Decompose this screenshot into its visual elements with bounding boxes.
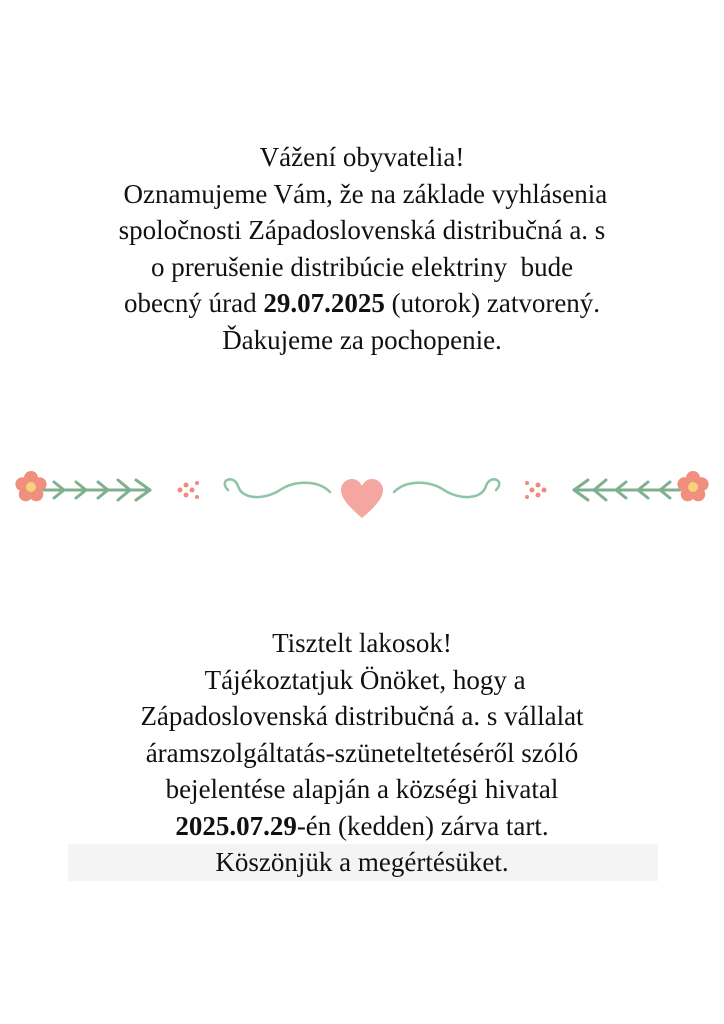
heart-icon (341, 479, 383, 518)
swirl-icon (225, 479, 330, 497)
notice-hu-line-4: bejelentése alapján a községi hivatal (165, 774, 559, 804)
thanks-sk: Ďakujeme za pochopenie. (222, 324, 502, 355)
closure-date-sk: 29.07.2025 (263, 288, 385, 318)
notice-hungarian (0, 625, 724, 881)
arrow-leaf-icon (574, 480, 680, 500)
greeting-hu: Tisztelt lakosok! (272, 628, 452, 658)
greeting-sk: Vážení obyvatelia! (259, 142, 465, 172)
notice-sk-line-2: spoločnosti Západoslovenská distribučná a. s (118, 215, 606, 245)
notice-hu-line-1: Tájékoztatjuk Önöket, hogy a (198, 664, 526, 695)
dots-icon (178, 481, 200, 499)
notice-sk-line-4 (0, 285, 724, 322)
swirl-icon (394, 479, 499, 497)
notice-hu-line-5-post: -én (kedden) zárva tart. (296, 810, 549, 841)
floral-divider (0, 460, 724, 524)
arrow-leaf-icon (44, 480, 150, 500)
notice-sk-line-1: Oznamujeme Vám, že na základe vyhlásenia (116, 178, 608, 209)
notice-hu-line-5 (0, 808, 724, 845)
notice-sk-line-4-post: (utorok) zatvorený. (384, 288, 601, 318)
notice-sk-line-4-pre: obecný úrad (123, 288, 264, 318)
thanks-hu: Köszönjük a megértésüket. (215, 847, 509, 877)
closure-date-hu: 2025.07.29 (175, 810, 297, 841)
dots-icon (525, 481, 547, 499)
flower-icon (677, 471, 708, 501)
notice-slovak (0, 139, 724, 358)
notice-hu-line-2: Západoslovenská distribučná a. s vállalat (140, 701, 584, 731)
flower-icon (15, 471, 46, 501)
notice-sk-line-3: o prerušenie distribúcie elektriny bude (150, 251, 574, 282)
notice-hu-line-3: áramszolgáltatás-szüneteltetéséről szóló (145, 737, 579, 768)
